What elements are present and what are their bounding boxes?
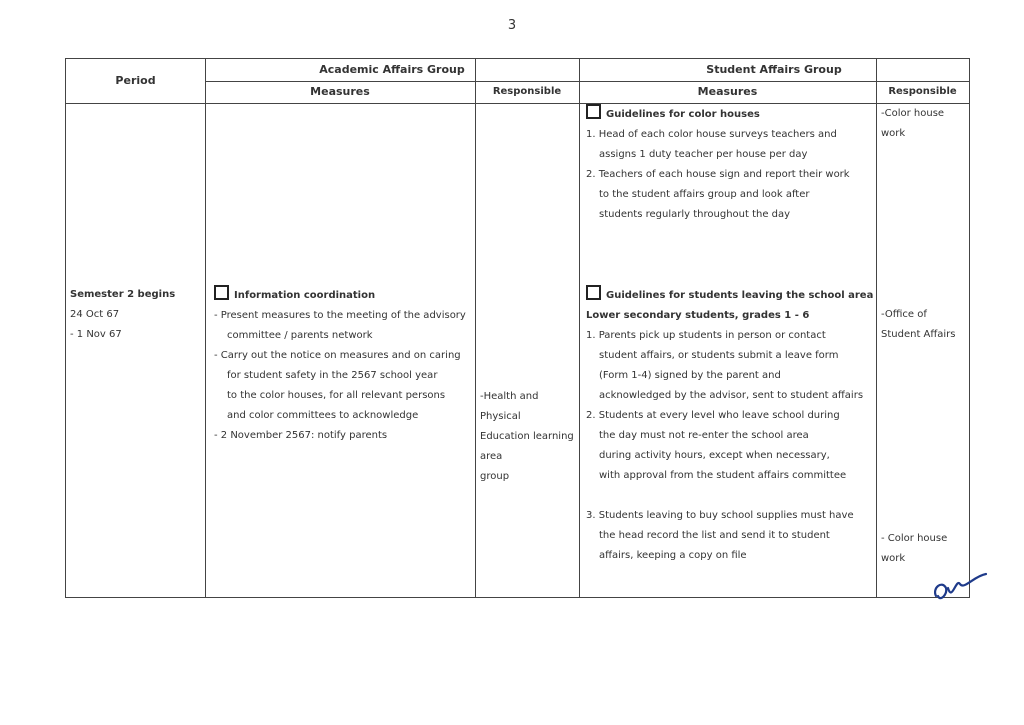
student-item: 2. Teachers of each house sign and report their work xyxy=(586,169,850,180)
student-section-1 xyxy=(586,104,874,225)
student-item: (Form 1-4) signed by the parent and xyxy=(599,370,781,381)
student-item: assigns 1 duty teacher per house per day xyxy=(599,149,808,160)
student-item: 1. Parents pick up students in person or contact xyxy=(586,330,826,341)
signature-mark xyxy=(930,568,990,608)
student-section-1-title xyxy=(586,104,874,125)
checkbox-icon xyxy=(586,104,601,119)
header-student-group: Student Affairs Group xyxy=(706,63,842,76)
checkbox-icon xyxy=(586,285,601,300)
student-item: with approval from the student affairs committee xyxy=(599,470,847,481)
measures-table xyxy=(65,58,970,598)
header-measures: Measures xyxy=(310,85,370,98)
page-number: 3 xyxy=(507,18,517,33)
academic-item: for student safety in the 2567 school year xyxy=(227,370,438,381)
col-rule xyxy=(475,59,476,597)
header-academic-group: Academic Affairs Group xyxy=(319,63,465,76)
academic-item: committee / parents network xyxy=(227,330,373,341)
period-term: Semester 2 begins xyxy=(70,289,176,300)
academic-item: and color committees to acknowledge xyxy=(227,410,419,421)
academic-section-title xyxy=(214,285,472,306)
student-section-1-title-text: Guidelines for color houses xyxy=(606,109,760,120)
student-item: to the student affairs group and look after xyxy=(599,189,810,200)
student-section-1-responsible: -Color house work xyxy=(881,108,945,139)
academic-responsible-line: -Health and Physical xyxy=(480,391,539,422)
student-item: student affairs, or students submit a leave form xyxy=(599,350,839,361)
period-date-end: - 1 Nov 67 xyxy=(70,329,122,340)
student-item xyxy=(586,486,874,506)
student-section-2-title xyxy=(586,285,874,306)
student-item: during activity hours, except when necessary, xyxy=(599,450,830,461)
period-date-start: 24 Oct 67 xyxy=(70,309,120,320)
academic-responsible xyxy=(480,387,577,487)
student-responsible-line: -Office of xyxy=(881,309,927,320)
student-section-3-responsible: - Color house work xyxy=(881,533,948,564)
student-item: 3. Students leaving to buy school supplies must have xyxy=(586,510,854,521)
col-rule xyxy=(876,59,877,597)
student-section-2-title-text: Guidelines for students leaving the school area xyxy=(606,290,874,301)
period-cell xyxy=(70,285,202,345)
academic-item: - Present measures to the meeting of the advisory xyxy=(214,310,466,321)
student-section-2-responsible xyxy=(881,305,967,345)
student-item: the day must not re-enter the school area xyxy=(599,430,809,441)
academic-title-text: Information coordination xyxy=(234,290,376,301)
header-period: Period xyxy=(115,74,156,87)
academic-item: to the color houses, for all relevant persons xyxy=(227,390,446,401)
student-item: 2. Students at every level who leave school during xyxy=(586,410,840,421)
student-item: students regularly throughout the day xyxy=(599,209,791,220)
student-item: affairs, keeping a copy on file xyxy=(599,550,747,561)
col-rule xyxy=(205,59,206,597)
student-item: 1. Head of each color house surveys teachers and xyxy=(586,129,837,140)
student-responsible-line: Student Affairs xyxy=(881,329,956,340)
col-rule xyxy=(579,59,580,597)
academic-responsible-line: Education learning area xyxy=(480,431,574,462)
academic-responsible-line: group xyxy=(480,471,510,482)
checkbox-icon xyxy=(214,285,229,300)
student-item: acknowledged by the advisor, sent to student affairs xyxy=(599,390,864,401)
student-item: the head record the list and send it to student xyxy=(599,530,830,541)
student-section-2 xyxy=(586,285,874,566)
header-responsible-2: Responsible xyxy=(888,86,957,97)
academic-item: - 2 November 2567: notify parents xyxy=(214,430,388,441)
student-section-2-subtitle: Lower secondary students, grades 1 - 6 xyxy=(586,310,810,321)
header-measures-2: Measures xyxy=(697,85,758,98)
header-responsible: Responsible xyxy=(492,86,562,97)
academic-measures xyxy=(214,285,472,446)
academic-item: - Carry out the notice on measures and on caring xyxy=(214,350,461,361)
